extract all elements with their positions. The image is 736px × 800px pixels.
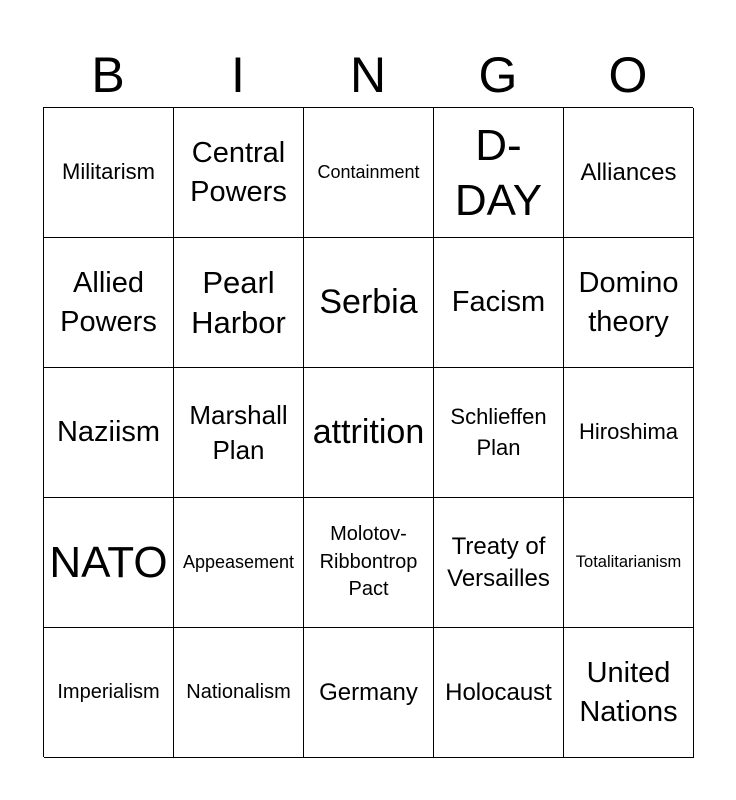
bingo-cell[interactable] [44, 628, 174, 758]
bingo-cell[interactable] [174, 238, 304, 368]
header-letter-n: N [349, 47, 387, 103]
cell-label: D-DAY [454, 120, 543, 225]
bingo-cell[interactable] [44, 498, 174, 628]
cell-label: Totalitarianism [575, 552, 682, 571]
cell-label: Naziism [56, 416, 161, 449]
bingo-cell[interactable] [304, 238, 434, 368]
cell-label: Holocaust [445, 678, 552, 706]
header-letter-i: I [231, 47, 245, 103]
bingo-cell[interactable] [44, 238, 174, 368]
bingo-cell[interactable] [44, 368, 174, 498]
cell-label: NATO [49, 538, 168, 587]
cell-label: Imperialism [57, 680, 160, 703]
bingo-cell[interactable] [564, 368, 694, 498]
cell-label: Nationalism [186, 680, 291, 703]
cell-label: Alliances [580, 158, 677, 186]
bingo-cell[interactable] [434, 628, 564, 758]
bingo-cell[interactable] [434, 238, 564, 368]
cell-label: Appeasement [182, 551, 295, 572]
cell-label: Allied Powers [60, 267, 157, 338]
bingo-cell[interactable] [564, 108, 694, 238]
bingo-cell[interactable] [434, 498, 564, 628]
cell-label: Marshall Plan [189, 399, 288, 465]
bingo-cell[interactable] [174, 368, 304, 498]
bingo-cell[interactable] [304, 498, 434, 628]
bingo-cell[interactable] [304, 628, 434, 758]
bingo-cell[interactable] [564, 628, 694, 758]
header-letter-o: O [608, 47, 648, 103]
cell-label: Militarism [62, 159, 155, 185]
cell-label: Treaty of Versailles [447, 532, 550, 592]
bingo-cell[interactable] [44, 108, 174, 238]
cell-label: Molotov-Ribbontrop Pact [319, 523, 418, 601]
cell-label: United Nations [579, 657, 678, 728]
cell-label: Central Powers [190, 137, 287, 208]
cell-label: Containment [317, 161, 420, 182]
cell-label: Schlieffen Plan [450, 403, 547, 460]
bingo-cell[interactable] [564, 498, 694, 628]
cell-label: Pearl Harbor [191, 264, 286, 340]
cell-label: Serbia [319, 283, 418, 322]
cell-label: Facism [451, 286, 546, 319]
bingo-cell[interactable] [434, 368, 564, 498]
bingo-cell[interactable] [434, 108, 564, 238]
header-letter-b: B [91, 47, 125, 103]
bingo-cell[interactable] [174, 628, 304, 758]
cell-label: attrition [312, 413, 425, 452]
bingo-cell[interactable] [174, 498, 304, 628]
cell-label: Germany [319, 678, 418, 706]
header-letter-g: G [478, 47, 518, 103]
bingo-cell[interactable] [174, 108, 304, 238]
bingo-header [43, 46, 693, 104]
cell-label: Hiroshima [578, 419, 679, 445]
bingo-board [43, 107, 693, 757]
bingo-cell[interactable] [304, 108, 434, 238]
bingo-cell[interactable] [564, 238, 694, 368]
bingo-cell[interactable] [304, 368, 434, 498]
cell-label: Domino theory [578, 267, 679, 338]
